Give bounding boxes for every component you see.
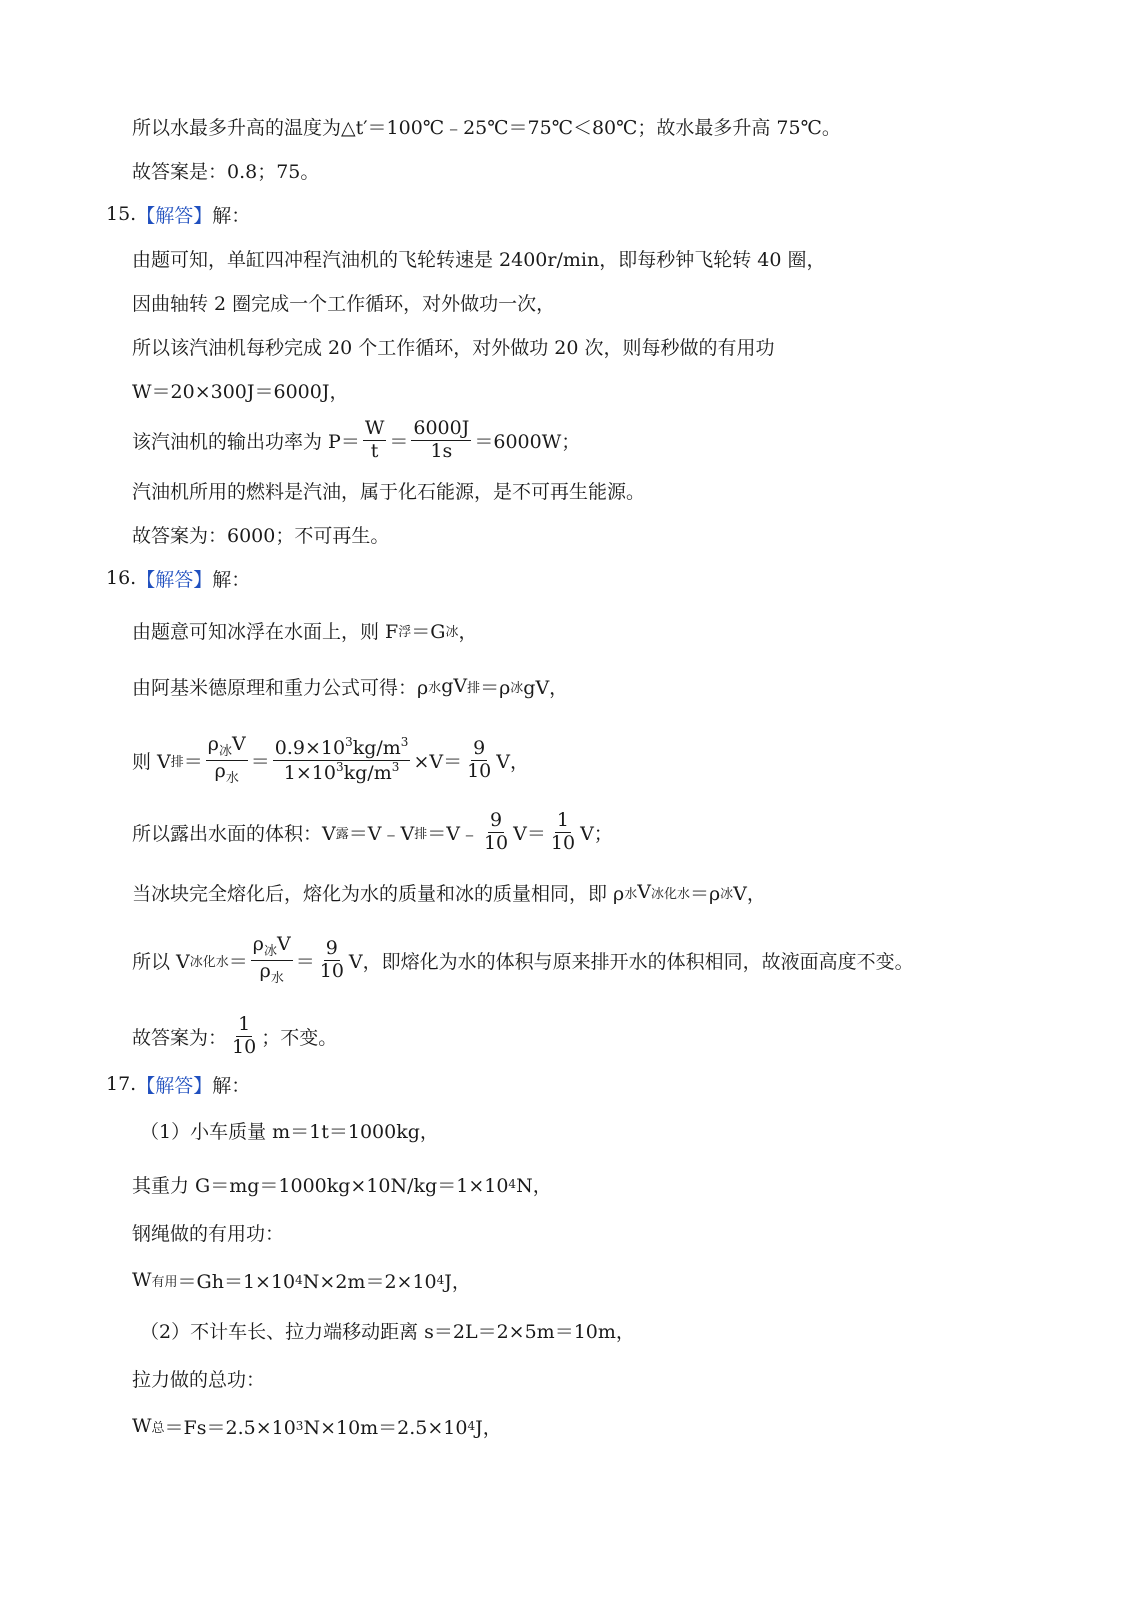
text: ＝ (228, 950, 248, 973)
total-work-line (132, 1404, 1071, 1448)
numerator: 9 (325, 936, 338, 959)
archimedes-line (132, 664, 1071, 708)
superscript: 4 (295, 1273, 303, 1287)
question-15-header (106, 192, 1071, 236)
answer-16-line (132, 1010, 1071, 1062)
text: V＝ (513, 822, 546, 845)
text: ×V＝ (413, 750, 463, 773)
melt-condition-line (132, 870, 1071, 914)
text: 所以露出水面的体积：V (132, 822, 336, 845)
v-exposed-formula-line (132, 806, 1071, 858)
text-line: 钢绳做的有用功： (132, 1222, 285, 1245)
useful-work-line (132, 1258, 1071, 1302)
subscript: 冰 (218, 743, 232, 759)
text: 该汽油机的输出功率为 P＝ (132, 430, 360, 453)
text: V (276, 932, 291, 955)
numerator (273, 736, 411, 761)
solution-label: 解： (212, 1074, 251, 1097)
answer-tag: 【解答】 (136, 568, 213, 591)
subscript: 有用 (151, 1274, 178, 1290)
text: kg/m (352, 736, 401, 759)
text-line: 因曲轴转 2 圈完成一个工作循环，对外做功一次， (132, 292, 556, 315)
superscript: 4 (508, 1177, 517, 1191)
text: ＝Fs＝2.5×10 (164, 1416, 296, 1439)
text: ＝ (295, 950, 315, 973)
numerator: 1 (238, 1012, 251, 1035)
text-line: 所以水最多升高的温度为△t′＝100℃﹣25℃＝75℃＜80℃；故水最多升高 75℃。 (132, 116, 841, 139)
text: ；不变。 (261, 1026, 338, 1049)
question-number: 16. (106, 567, 137, 589)
text: ＝ρ (480, 676, 511, 699)
subscript: 冰 (445, 624, 459, 640)
superscript: 3 (295, 1419, 304, 1433)
fraction (230, 1014, 258, 1059)
denominator: 10 (319, 959, 344, 982)
question-16-header (106, 556, 1071, 600)
denominator: 10 (550, 831, 576, 854)
question-number: 15. (106, 203, 137, 225)
fraction (206, 734, 248, 787)
fraction (251, 934, 293, 987)
subscript: 水 (428, 680, 442, 696)
text: ＝ρ (689, 882, 721, 905)
superscript: 3 (345, 734, 353, 749)
text: ＝ (389, 430, 409, 453)
denominator (282, 761, 402, 785)
question-number: 17. (106, 1073, 137, 1095)
subscript: 冰 (720, 886, 734, 902)
denominator: 10 (232, 1035, 257, 1058)
subscript: 浮 (398, 624, 412, 640)
text: kg/m (343, 761, 392, 784)
numerator: 6000J (413, 416, 470, 439)
text: ρ (214, 759, 226, 782)
superscript: 4 (467, 1419, 476, 1433)
fraction (411, 418, 471, 463)
power-formula-line (132, 418, 1071, 462)
fraction (318, 938, 346, 983)
float-condition-line (132, 608, 1071, 652)
subscript: 排 (170, 754, 184, 770)
text: 由题意可知冰浮在水面上，则 F (132, 620, 399, 643)
text-line: W＝20×300J＝6000J， (132, 380, 349, 403)
superscript: 4 (436, 1273, 445, 1287)
subscript: 冰 (263, 943, 277, 959)
fraction (549, 810, 577, 855)
subscript: 水 (624, 886, 638, 902)
denominator: 1s (430, 439, 453, 462)
text: ρ (252, 932, 264, 955)
fraction (465, 738, 493, 783)
denominator: 10 (483, 831, 509, 854)
text: ρ (259, 959, 271, 982)
subscript: 排 (467, 680, 481, 696)
text: ＝ (183, 750, 203, 773)
superscript: 3 (400, 734, 409, 749)
text-line: 故答案为：6000；不可再生。 (132, 524, 390, 547)
text: 当冰块完全熔化后，熔化为水的质量和冰的质量相同，即 ρ (132, 882, 625, 905)
subscript: 水 (225, 770, 239, 786)
text: ＝Gh＝1×10 (177, 1270, 296, 1293)
text: N×2m＝2×10 (302, 1270, 437, 1293)
text: ＝V﹣V (348, 822, 415, 845)
text: ρ (207, 732, 219, 755)
text: 1×10 (283, 761, 336, 784)
superscript: 3 (391, 759, 400, 774)
text: 由阿基米德原理和重力公式可得：ρ (132, 676, 429, 699)
text: ， (458, 620, 478, 643)
text: J， (475, 1416, 502, 1439)
numerator (206, 734, 248, 761)
solution-label: 解： (212, 568, 251, 591)
v-melt-formula-line (132, 930, 1071, 990)
text: V，即熔化为水的体积与原来排开水的体积相同，故液面高度不变。 (348, 950, 914, 973)
subscript: 冰化水 (650, 886, 690, 902)
text-line: 故答案是：0.8；75。 (132, 160, 320, 183)
text: V (637, 881, 651, 903)
text-line: 汽油机所用的燃料是汽油，属于化石能源，是不可再生能源。 (132, 480, 646, 503)
text: 则 V (132, 750, 171, 773)
superscript: 3 (335, 759, 344, 774)
text: W (132, 1269, 152, 1291)
text: ＝ (250, 750, 270, 773)
subscript: 排 (414, 826, 428, 842)
numerator (251, 934, 293, 961)
numerator: 1 (556, 808, 570, 831)
question-17-header (106, 1062, 1071, 1106)
text: J， (444, 1270, 471, 1293)
fraction (273, 736, 411, 785)
text: gV (441, 675, 468, 697)
fraction (482, 810, 510, 855)
text: ＝V﹣ (427, 822, 479, 845)
text: 0.9×10 (274, 736, 346, 759)
numerator: 9 (490, 808, 503, 831)
subscript: 露 (335, 826, 349, 842)
text: V； (580, 822, 613, 845)
car-mass-line: （1）小车质量 m＝1t＝1000kg， (140, 1120, 439, 1143)
text: W (132, 1415, 152, 1437)
text: ＝6000W； (474, 430, 581, 453)
text: N×10m＝2.5×10 (303, 1416, 468, 1439)
denominator (213, 761, 241, 787)
denominator (258, 961, 286, 987)
fraction (363, 418, 387, 463)
denominator: 10 (467, 759, 492, 782)
text: gV， (523, 676, 569, 699)
text: V， (496, 750, 530, 773)
subscript: 水 (270, 970, 284, 986)
solution-label: 解： (212, 204, 251, 227)
text: N， (516, 1174, 552, 1197)
text-line: 拉力做的总功： (132, 1368, 266, 1391)
numerator: W (364, 416, 385, 439)
v-pai-formula-line (132, 730, 1071, 790)
subscript: 冰 (510, 680, 524, 696)
text: 其重力 G＝mg＝1000kg×10N/kg＝1×10 (132, 1174, 509, 1197)
subscript: 冰化水 (189, 954, 229, 970)
text: V， (733, 882, 766, 905)
text: 所以 V (132, 950, 190, 973)
text-line: 由题可知，单缸四冲程汽油机的飞轮转速是 2400r/min，即每秒钟飞轮转 40 圈， (132, 248, 826, 271)
answer-tag: 【解答】 (136, 1074, 213, 1097)
text: ＝G (411, 620, 446, 643)
answer-tag: 【解答】 (136, 204, 213, 227)
numerator: 9 (473, 736, 486, 759)
text: 故答案为： (132, 1026, 228, 1049)
subscript: 总 (151, 1420, 165, 1436)
denominator: t (370, 439, 379, 462)
text: V (231, 732, 246, 755)
text-line: 所以该汽油机每秒完成 20 个工作循环，对外做功 20 次，则每秒做的有用功 (132, 336, 775, 359)
gravity-line (132, 1162, 1071, 1206)
distance-line: （2）不计车长、拉力端移动距离 s＝2L＝2×5m＝10m， (140, 1320, 635, 1343)
